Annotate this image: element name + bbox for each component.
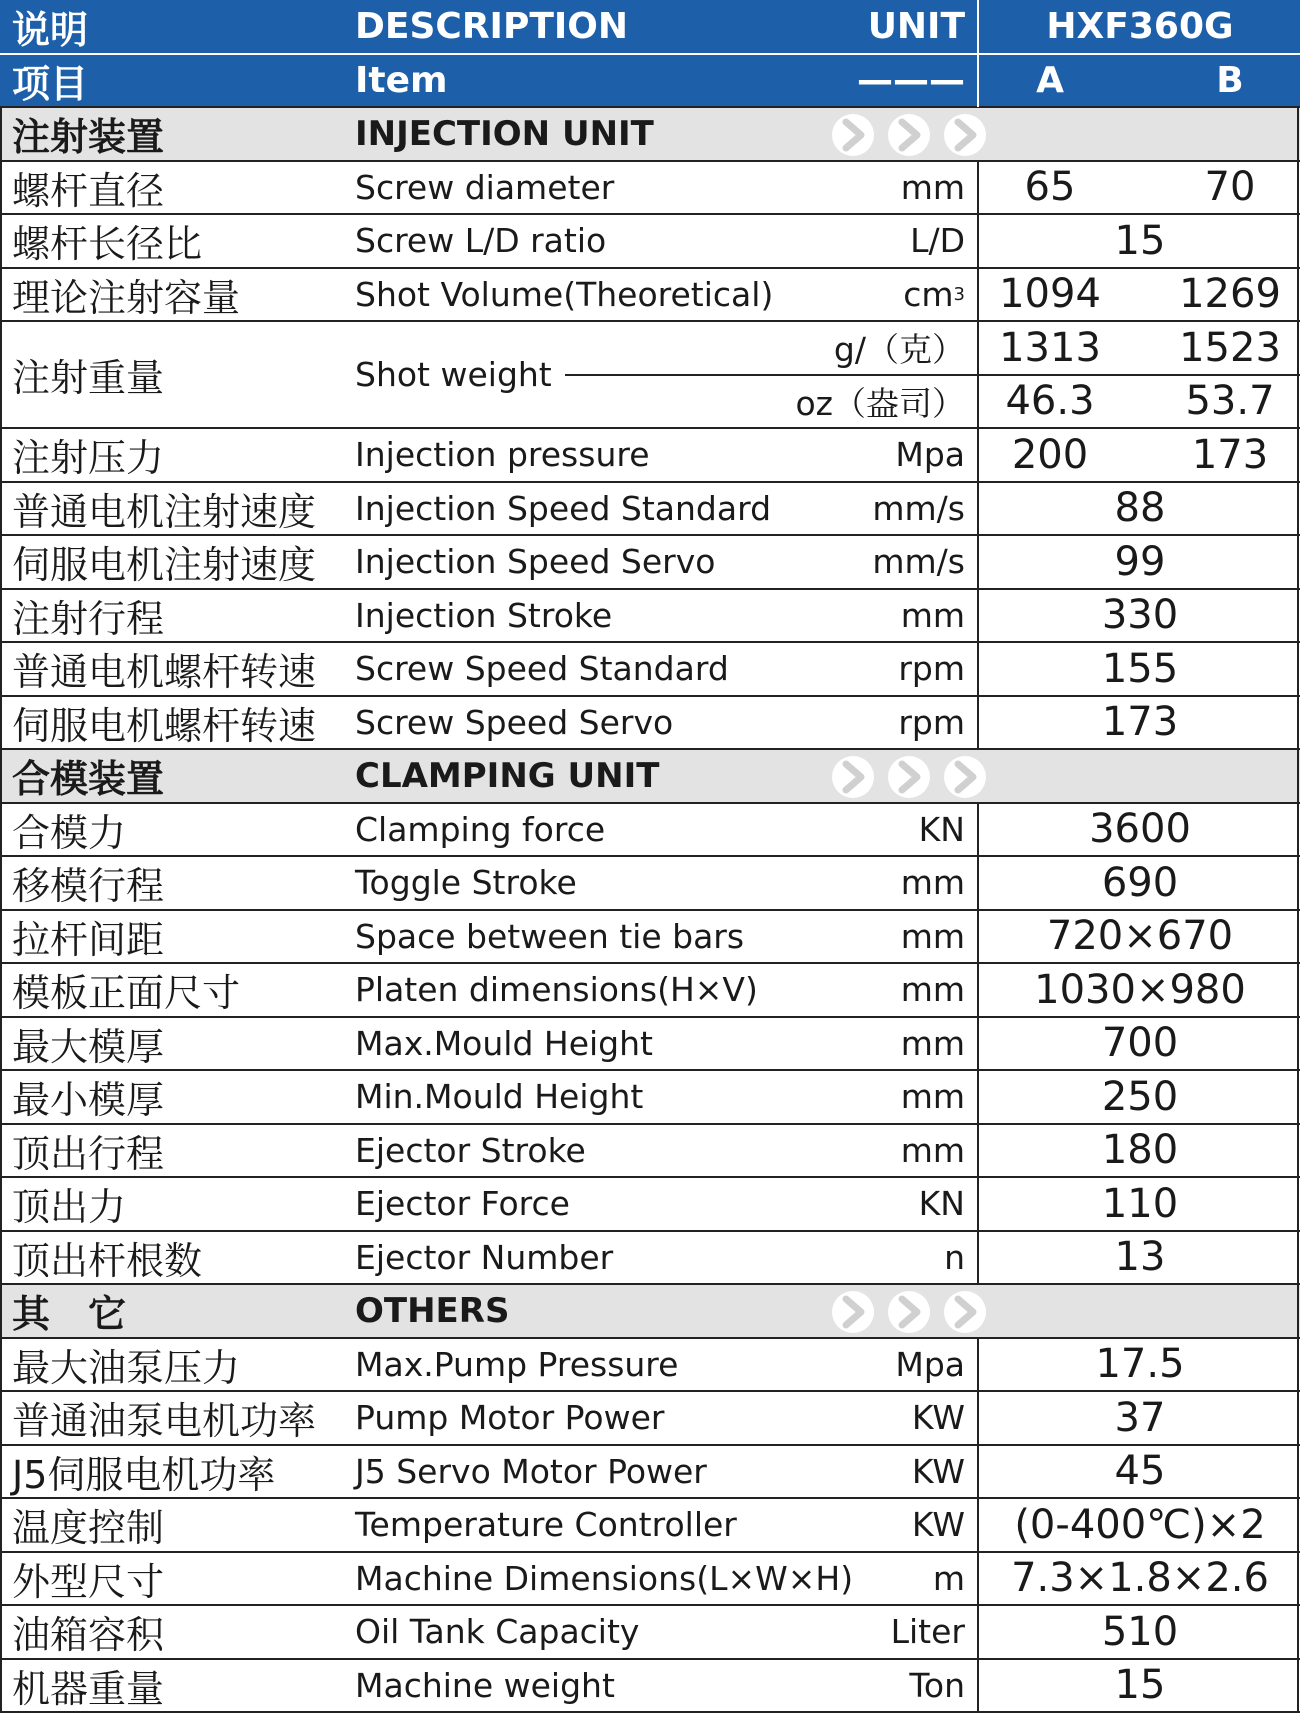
spec-value: 45 [1114,1448,1166,1495]
spec-name-cn: 温度控制 [12,1506,165,1551]
spec-row [0,1070,1300,1124]
spec-unit: KN [918,809,965,849]
grid-line [977,803,979,1285]
section-title-cn: 其 它 [12,1292,127,1337]
item-en: Item [355,59,448,101]
spec-unit: oz（盎司） [795,383,965,423]
spec-name-cn: 普通电机注射速度 [12,489,317,534]
spec-row [0,1498,1300,1552]
grid-line [977,161,979,750]
spec-unit: g/（克） [833,330,965,370]
section-title-en: INJECTION UNIT [355,113,654,154]
header-row [0,0,1300,54]
spec-name-en: Shot weight [355,355,552,394]
spec-row [0,535,1300,589]
spec-name-en: Space between tie bars [355,916,745,956]
spec-name-en: Platen dimensions(H×V) [355,970,758,1010]
spec-value: 13 [1114,1234,1166,1281]
spec-name-en: Ejector Force [355,1184,570,1224]
spec-unit: KW [911,1398,965,1438]
grid-line [1297,107,1299,1712]
grid-line [0,267,1300,269]
spec-name-en: Injection Stroke [355,595,613,635]
value-b: 1269 [1179,271,1281,318]
header-divider [0,53,1300,55]
grid-line [0,1658,1300,1660]
spec-name-cn: 伺服电机注射速度 [12,543,317,588]
spec-row [0,910,1300,964]
chevron-right-icon [832,756,874,798]
grid-line [0,909,1300,911]
spec-name-en: Ejector Stroke [355,1130,586,1170]
spec-unit: Mpa [895,435,965,475]
col-b-label: B [1216,59,1244,101]
spec-name-en: Ejector Number [355,1237,614,1277]
grid-line [0,1551,1300,1553]
spec-unit: Mpa [895,1344,965,1384]
spec-unit: mm/s [872,542,965,582]
spec-value: 15 [1114,217,1166,264]
grid-line [0,427,1300,429]
spec-name-cn: 移模行程 [12,864,165,909]
grid-line [977,1338,979,1713]
grid-line [0,748,1300,750]
spec-value: 1030×980 [1034,966,1246,1013]
spec-row [0,803,1300,857]
spec-name-en: Machine Dimensions(L×W×H) [355,1558,854,1598]
spec-name-cn: 最大油泵压力 [12,1345,241,1390]
spec-name-cn: 普通电机螺杆转速 [12,650,317,695]
subheader-row [0,54,1300,108]
grid-line [0,1444,1300,1446]
header-model: HXF360G [1046,6,1234,48]
header-description: DESCRIPTION [355,6,629,48]
grid-line [0,160,1300,162]
spec-row [0,696,1300,750]
grid-line [0,1069,1300,1071]
spec-name-en: Screw Speed Standard [355,649,729,689]
unit-dash: ——— [857,59,965,101]
spec-unit: mm [900,916,965,956]
spec-unit [903,268,965,322]
chevron-right-icon [944,1291,986,1333]
spec-row [0,642,1300,696]
spec-name-en: Max.Pump Pressure [355,1344,679,1384]
spec-row [0,1338,1300,1392]
spec-name-en: Screw diameter [355,167,615,207]
grid-line [0,1176,1300,1178]
chevron-right-icon [832,114,874,156]
chevron-right-icon [888,1291,930,1333]
spec-value: 7.3×1.8×2.6 [1011,1555,1269,1602]
spec-name-cn: 理论注射容量 [12,275,241,320]
spec-name-cn: 注射压力 [12,436,165,481]
spec-subrow [0,321,1300,375]
spec-value: 17.5 [1095,1341,1185,1388]
chevron-right-icon [944,756,986,798]
value-a: 200 [1011,431,1089,478]
spec-name-en: Screw L/D ratio [355,221,607,261]
item-cn: 项目 [12,61,89,106]
unit-text: cm [903,274,954,314]
value-b: 1523 [1179,324,1281,371]
grid-line [0,855,1300,857]
spec-name-en: Shot Volume(Theoretical) [355,274,774,314]
spec-name-en: Max.Mould Height [355,1023,653,1063]
spec-unit: rpm [898,702,965,742]
spec-unit: rpm [898,649,965,689]
value-a: 1094 [999,271,1101,318]
spec-name-cn: 外型尺寸 [12,1559,165,1604]
value-a: 65 [1024,164,1076,211]
spec-name-cn: 注射行程 [12,596,165,641]
spec-row [0,856,1300,910]
spec-value: 690 [1101,859,1179,906]
spec-unit: mm [900,1023,965,1063]
spec-name-cn: 螺杆直径 [12,168,165,213]
chevron-right-icon [888,114,930,156]
value-a: 1313 [999,324,1101,371]
grid-line [0,534,1300,536]
chevron-right-icon [888,756,930,798]
spec-row [0,1177,1300,1231]
spec-unit: mm [900,167,965,207]
spec-name-cn: 顶出行程 [12,1131,165,1176]
spec-name-cn: 最小模厚 [12,1078,165,1123]
col-a-label: A [1036,59,1064,101]
spec-unit: mm [900,970,965,1010]
header-unit: UNIT [867,6,965,48]
spec-name-cn: 合模力 [12,810,127,855]
spec-value: 99 [1114,538,1166,585]
spec-name-cn: 拉杆间距 [12,917,165,962]
spec-name-cn: 模板正面尺寸 [12,971,241,1016]
spec-row [0,1124,1300,1178]
spec-unit: Ton [909,1665,965,1705]
spec-name-cn: 机器重量 [12,1666,165,1711]
spec-row [0,161,1300,215]
spec-row [0,1605,1300,1659]
unit-superscript: 3 [953,283,965,305]
spec-unit: KN [918,1184,965,1224]
value-b: 173 [1191,431,1269,478]
spec-name-en: Machine weight [355,1665,615,1705]
spec-value: 173 [1101,699,1179,746]
shot-weight-connector [565,374,765,376]
spec-name-en: Oil Tank Capacity [355,1612,640,1652]
grid-line [0,1390,1300,1392]
spec-name-cn: 最大模厚 [12,1024,165,1069]
section-injection [0,107,1300,161]
spec-value: 180 [1101,1127,1179,1174]
value-b: 70 [1204,164,1256,211]
section-title-cn: 合模装置 [12,757,165,802]
spec-name-en: Injection pressure [355,435,650,475]
spec-row [0,963,1300,1017]
spec-value: 700 [1101,1020,1179,1067]
grid-line [0,695,1300,697]
spec-name-en: Screw Speed Servo [355,702,674,742]
spec-unit: mm [900,595,965,635]
spec-name-en: Clamping force [355,809,606,849]
grid-line [0,213,1300,215]
grid-line [0,106,1300,108]
spec-name-cn: 普通油泵电机功率 [12,1399,317,1444]
spec-name-en: Injection Speed Servo [355,542,716,582]
spec-name-cn: 伺服电机螺杆转速 [12,703,317,748]
section-title-en: CLAMPING UNIT [355,755,660,796]
spec-row [0,1391,1300,1445]
spec-name-cn: 顶出力 [12,1185,127,1230]
spec-value: 110 [1101,1180,1179,1227]
spec-unit: Liter [890,1612,965,1652]
spec-name-en: Toggle Stroke [355,863,577,903]
spec-unit: m [932,1558,965,1598]
section-title-cn: 注射装置 [12,115,165,160]
spec-subrow [0,375,1300,429]
grid-line [0,1337,1300,1339]
spec-row [0,589,1300,643]
spec-value: 3600 [1089,806,1191,853]
grid-line [0,641,1300,643]
spec-unit: KW [911,1451,965,1491]
spec-value: 155 [1101,645,1179,692]
spec-name-cn: J5伺服电机功率 [12,1452,276,1497]
spec-row [0,428,1300,482]
spec-value: 720×670 [1046,913,1234,960]
spec-value: (0-400℃)×2 [1014,1501,1266,1548]
spec-unit: L/D [910,221,965,261]
spec-value: 330 [1101,592,1179,639]
spec-value: 250 [1101,1073,1179,1120]
grid-line [0,1604,1300,1606]
value-b: 53.7 [1185,378,1275,425]
grid-line [0,320,1300,322]
grid-line [0,1283,1300,1285]
spec-unit: n [944,1237,965,1277]
grid-line [0,107,2,1712]
spec-row [0,1231,1300,1285]
grid-line [0,962,1300,964]
spec-row [0,1552,1300,1606]
header-cn: 说明 [12,8,89,53]
spec-unit: mm [900,1077,965,1117]
spec-name-en: Min.Mould Height [355,1077,644,1117]
section-others [0,1284,1300,1338]
spec-name-en: J5 Servo Motor Power [355,1451,707,1491]
section-title-en: OTHERS [355,1290,510,1331]
grid-line [0,1123,1300,1125]
section-clamping [0,749,1300,803]
spec-name-en: Pump Motor Power [355,1398,665,1438]
spec-row [0,268,1300,322]
spec-value: 510 [1101,1608,1179,1655]
grid-line [0,1230,1300,1232]
grid-line [0,588,1300,590]
spec-row [0,1659,1300,1713]
spec-value: 37 [1114,1394,1166,1441]
grid-line [0,481,1300,483]
spec-name-en: Injection Speed Standard [355,488,772,528]
spec-name-cn: 顶出杆根数 [12,1238,203,1283]
spec-unit: mm [900,863,965,903]
grid-line [0,1497,1300,1499]
spec-row [0,482,1300,536]
spec-unit: KW [911,1505,965,1545]
value-a: 46.3 [1005,378,1095,425]
chevron-right-icon [944,114,986,156]
grid-line [0,1016,1300,1018]
spec-unit: mm/s [872,488,965,528]
spec-name-cn: 注射重量 [12,356,165,400]
spec-row [0,1445,1300,1499]
grid-line [977,0,979,107]
spec-value: 15 [1114,1662,1166,1709]
spec-name-en: Temperature Controller [355,1505,737,1545]
spec-row [0,214,1300,268]
spec-unit: mm [900,1130,965,1170]
chevron-right-icon [832,1291,874,1333]
spec-row [0,1017,1300,1071]
spec-name-cn: 螺杆长径比 [12,222,203,267]
spec-name-cn: 油箱容积 [12,1613,165,1658]
grid-line [0,802,1300,804]
spec-value: 88 [1114,485,1166,532]
